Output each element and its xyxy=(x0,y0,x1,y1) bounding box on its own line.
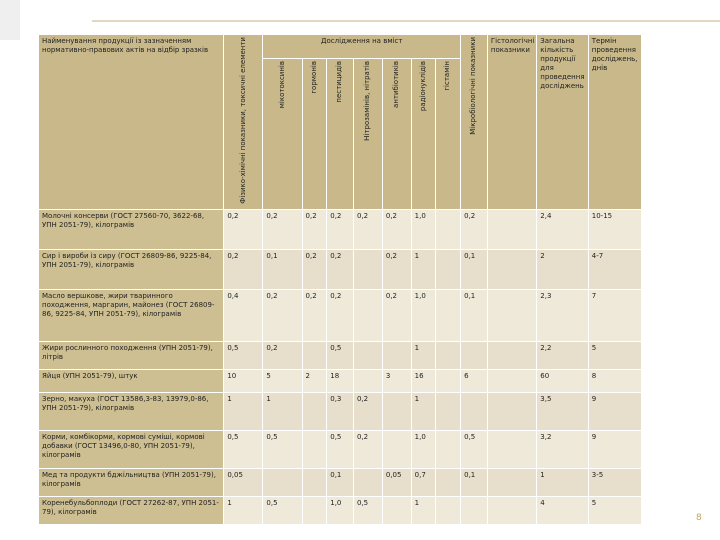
header-term: Термін проведення досліджень, днів xyxy=(588,35,642,210)
row-value-cell: 0,5 xyxy=(263,430,302,468)
row-value-cell: 0,5 xyxy=(327,430,354,468)
row-value-cell: 3,5 xyxy=(537,392,588,430)
row-product-name: Мед та продукти бджільництва (УПН 2051-79), кілограмів xyxy=(39,468,224,496)
row-value-cell: 0,4 xyxy=(224,289,263,341)
row-value-cell: 4 xyxy=(537,496,588,524)
header-radionuclides: радіонуклідів xyxy=(411,59,436,210)
row-value-cell: 0,2 xyxy=(461,209,488,249)
row-value-cell: 0,2 xyxy=(263,289,302,341)
row-value-cell xyxy=(382,496,411,524)
row-value-cell: 2 xyxy=(302,369,327,392)
row-value-cell xyxy=(302,496,327,524)
header-mycotoxins: мікотоксинів xyxy=(263,59,302,210)
header-physchem: Фізико-хімічні показники, токсичні елементи xyxy=(224,35,263,210)
row-value-cell: 0,2 xyxy=(224,209,263,249)
row-value-cell: 0,1 xyxy=(263,249,302,289)
row-value-cell: 60 xyxy=(537,369,588,392)
row-product-name: Яйця (УПН 2051-79), штук xyxy=(39,369,224,392)
header-microbio: Мікробіологічні показники xyxy=(461,35,488,210)
row-value-cell: 10 xyxy=(224,369,263,392)
row-product-name: Корми, комбікорми, кормові суміші, кормові добавки (ГОСТ 13496,0-80, УПН 2051-79), кілограмів xyxy=(39,430,224,468)
row-product-name: Масло вершкове, жири тваринного походження, маргарин, майонез (ГОСТ 26809-86, 9225-84, УПН 2051-79), кілограмів xyxy=(39,289,224,341)
row-value-cell xyxy=(461,392,488,430)
corner-decoration xyxy=(0,0,20,40)
header-total: Загальна кількість продукції для проведення досліджень xyxy=(537,35,588,210)
row-value-cell: 0,2 xyxy=(382,289,411,341)
row-value-cell xyxy=(354,289,383,341)
row-value-cell xyxy=(302,468,327,496)
row-value-cell: 0,1 xyxy=(461,468,488,496)
row-value-cell: 10-15 xyxy=(588,209,642,249)
row-value-cell xyxy=(354,468,383,496)
row-value-cell xyxy=(436,289,461,341)
row-value-cell: 0,5 xyxy=(224,430,263,468)
row-value-cell: 7 xyxy=(588,289,642,341)
row-value-cell: 1,0 xyxy=(327,496,354,524)
row-value-cell: 0,2 xyxy=(354,209,383,249)
row-value-cell: 5 xyxy=(588,496,642,524)
row-value-cell xyxy=(263,468,302,496)
row-value-cell: 6 xyxy=(461,369,488,392)
row-value-cell: 0,2 xyxy=(327,249,354,289)
row-value-cell xyxy=(461,496,488,524)
row-value-cell: 0,2 xyxy=(263,341,302,369)
row-value-cell: 9 xyxy=(588,392,642,430)
row-value-cell xyxy=(487,249,536,289)
row-value-cell: 0,5 xyxy=(461,430,488,468)
row-value-cell: 1 xyxy=(411,249,436,289)
row-value-cell: 0,5 xyxy=(354,496,383,524)
row-product-name: Сир і вироби із сиру (ГОСТ 26809-86, 9225-84, УПН 2051-79), кілограмів xyxy=(39,249,224,289)
row-value-cell: 0,2 xyxy=(354,392,383,430)
row-value-cell: 1,0 xyxy=(411,209,436,249)
row-value-cell: 16 xyxy=(411,369,436,392)
row-value-cell: 2 xyxy=(537,249,588,289)
row-value-cell xyxy=(382,341,411,369)
row-value-cell: 3,2 xyxy=(537,430,588,468)
row-value-cell: 0,2 xyxy=(327,289,354,341)
row-value-cell xyxy=(461,341,488,369)
row-value-cell xyxy=(302,341,327,369)
row-value-cell: 0,1 xyxy=(461,289,488,341)
row-value-cell xyxy=(487,209,536,249)
row-value-cell xyxy=(436,430,461,468)
row-value-cell: 0,2 xyxy=(354,430,383,468)
row-value-cell xyxy=(354,341,383,369)
row-value-cell xyxy=(382,392,411,430)
row-value-cell: 0,05 xyxy=(382,468,411,496)
row-value-cell: 2,4 xyxy=(537,209,588,249)
row-value-cell: 0,2 xyxy=(302,249,327,289)
row-value-cell xyxy=(487,468,536,496)
row-value-cell xyxy=(487,369,536,392)
row-value-cell xyxy=(436,392,461,430)
row-value-cell: 0,2 xyxy=(224,249,263,289)
row-value-cell: 1 xyxy=(411,341,436,369)
row-value-cell: 5 xyxy=(263,369,302,392)
row-value-cell: 8 xyxy=(588,369,642,392)
row-value-cell: 5 xyxy=(588,341,642,369)
row-value-cell xyxy=(382,430,411,468)
slide-top-line xyxy=(92,20,720,22)
row-value-cell: 1 xyxy=(224,392,263,430)
row-value-cell xyxy=(436,249,461,289)
row-product-name: Молочні консерви (ГОСТ 27560-70, 3622-68, УПН 2051-79), кілограмів xyxy=(39,209,224,249)
row-value-cell: 1 xyxy=(411,392,436,430)
row-value-cell: 9 xyxy=(588,430,642,468)
row-value-cell xyxy=(354,369,383,392)
row-value-cell xyxy=(436,468,461,496)
header-pesticides: пестицидів xyxy=(327,59,354,210)
row-value-cell: 0,2 xyxy=(382,209,411,249)
row-value-cell: 0,2 xyxy=(327,209,354,249)
row-value-cell: 0,5 xyxy=(224,341,263,369)
row-value-cell xyxy=(487,496,536,524)
row-value-cell: 3 xyxy=(382,369,411,392)
page-number: 8 xyxy=(696,513,702,523)
row-value-cell xyxy=(354,249,383,289)
row-value-cell: 0,05 xyxy=(224,468,263,496)
row-value-cell xyxy=(302,392,327,430)
row-value-cell: 0,3 xyxy=(327,392,354,430)
row-value-cell xyxy=(436,369,461,392)
row-value-cell: 2,3 xyxy=(537,289,588,341)
row-product-name: Жири рослинного походження (УПН 2051-79), літрів xyxy=(39,341,224,369)
row-value-cell xyxy=(487,341,536,369)
row-value-cell: 1 xyxy=(224,496,263,524)
row-product-name: Зерно, макуха (ГОСТ 13586,3-83, 13979,0-86, УПН 2051-79), кілограмів xyxy=(39,392,224,430)
row-value-cell: 3-5 xyxy=(588,468,642,496)
row-value-cell xyxy=(436,496,461,524)
row-value-cell xyxy=(302,430,327,468)
row-value-cell xyxy=(436,209,461,249)
row-value-cell: 0,7 xyxy=(411,468,436,496)
row-value-cell: 4-7 xyxy=(588,249,642,289)
row-value-cell: 0,2 xyxy=(302,289,327,341)
row-value-cell: 0,5 xyxy=(327,341,354,369)
row-value-cell xyxy=(487,289,536,341)
header-histology: Гістологічні показники xyxy=(487,35,536,210)
sampling-table xyxy=(38,34,698,525)
row-value-cell xyxy=(487,430,536,468)
row-value-cell: 18 xyxy=(327,369,354,392)
row-value-cell: 2,2 xyxy=(537,341,588,369)
row-value-cell: 1 xyxy=(537,468,588,496)
row-value-cell: 1,0 xyxy=(411,289,436,341)
row-value-cell: 0,1 xyxy=(461,249,488,289)
header-histamine: гістамін xyxy=(436,59,461,210)
row-value-cell: 0,1 xyxy=(327,468,354,496)
header-nitrosamines: Нітрозамінів, нітратів xyxy=(354,59,383,210)
row-value-cell: 0,2 xyxy=(263,209,302,249)
row-value-cell: 1 xyxy=(411,496,436,524)
row-value-cell: 0,5 xyxy=(263,496,302,524)
row-value-cell xyxy=(487,392,536,430)
row-product-name: Коренебульбоплоди (ГОСТ 27262-87, УПН 2051-79), кілограмів xyxy=(39,496,224,524)
row-value-cell: 0,2 xyxy=(302,209,327,249)
row-value-cell: 1 xyxy=(263,392,302,430)
header-research: Дослідження на вміст xyxy=(263,35,461,59)
header-antibiotics: антибіотиків xyxy=(382,59,411,210)
row-value-cell xyxy=(436,341,461,369)
row-value-cell: 1,0 xyxy=(411,430,436,468)
row-value-cell: 0,2 xyxy=(382,249,411,289)
header-hormones: гормонів xyxy=(302,59,327,210)
header-product: Найменування продукції із зазначенням нормативно-правових актів на відбір зразків xyxy=(39,35,224,210)
